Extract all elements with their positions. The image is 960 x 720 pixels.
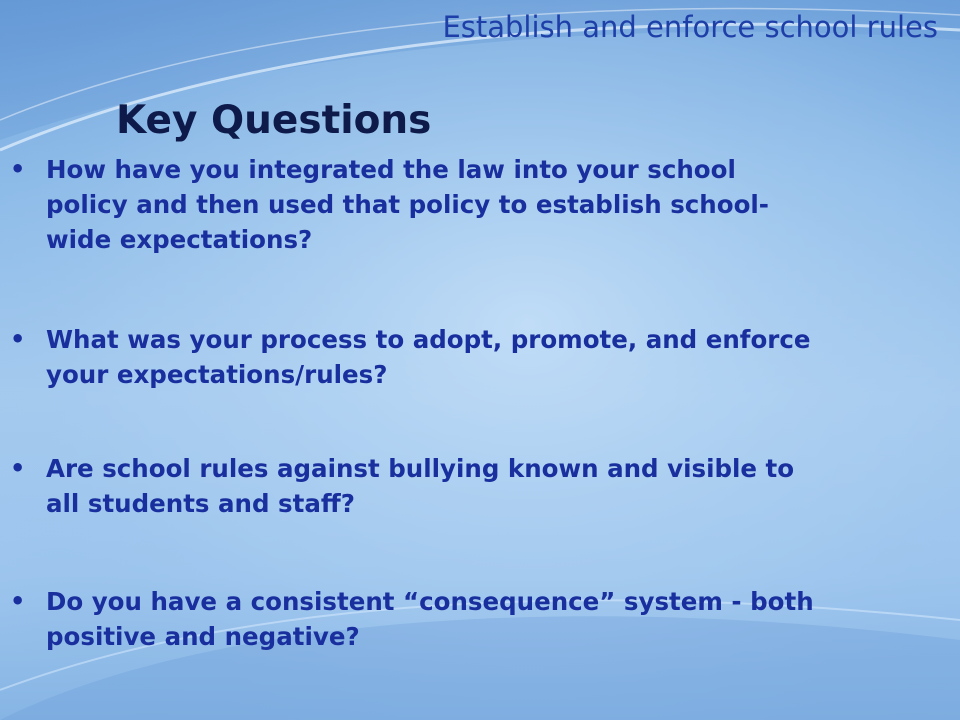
bullet-line: Are school rules against bullying known and visible to [46, 454, 795, 483]
bullet-text [46, 322, 946, 392]
bullet-marker: • [10, 325, 26, 353]
bullet-text [46, 584, 946, 654]
slide-header: Establish and enforce school rules [442, 10, 938, 44]
bullet-line: wide expectations? [46, 225, 313, 254]
bullet-line: How have you integrated the law into your school [46, 155, 736, 184]
bullet-line: positive and negative? [46, 622, 360, 651]
bullet-text [46, 451, 946, 521]
bullet-line: policy and then used that policy to establish school- [46, 190, 769, 219]
bullet-marker: • [10, 587, 26, 615]
bullet-marker: • [10, 155, 26, 183]
bullet-text [46, 152, 946, 257]
bullet-line: your expectations/rules? [46, 360, 388, 389]
bullet-line: What was your process to adopt, promote, and enforce [46, 325, 811, 354]
bullet-line: Do you have a consistent “consequence” system - both [46, 587, 814, 616]
bullet-marker: • [10, 454, 26, 482]
bullet-line: all students and staff? [46, 489, 355, 518]
slide-title: Key Questions [116, 98, 432, 143]
